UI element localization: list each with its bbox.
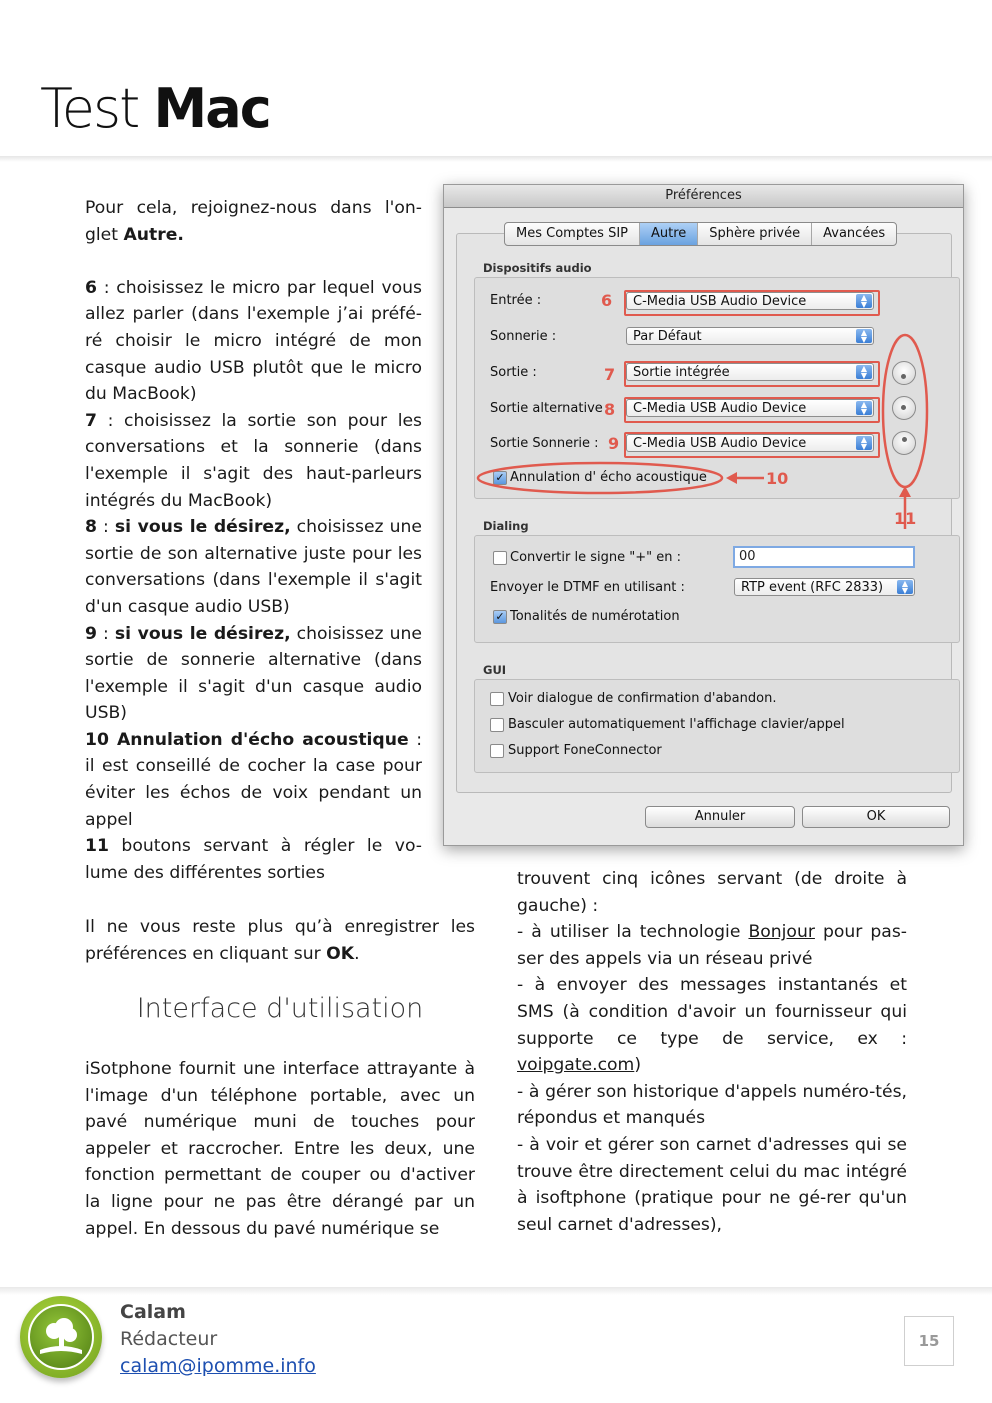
bullet-history: - à gérer son historique d'appels numéro-tés, répondus et manqués	[517, 1081, 907, 1129]
step-8-sep: :	[96, 517, 115, 538]
bonjour-link[interactable]: Bonjour	[748, 922, 815, 943]
bullet-sms	[517, 972, 907, 1078]
popup-arrows-icon: ▲ ▼	[856, 329, 872, 343]
step-11	[85, 833, 422, 886]
intro-bold: Autre.	[123, 224, 184, 245]
convert-checkbox[interactable]	[493, 551, 507, 565]
ok-text: Il ne vous reste plus qu’à enregistrer les préférences en cliquant sur	[85, 917, 475, 964]
dtmf-label: Envoyer le DTMF en utilisant :	[490, 580, 685, 595]
title-bold: Mac	[153, 77, 270, 140]
window-title: Préférences	[444, 185, 963, 208]
left-column-bottom	[85, 914, 475, 967]
gui-opt1-checkbox[interactable]	[490, 692, 504, 706]
tab-advanced[interactable]: Avancées	[823, 226, 886, 241]
ok-button[interactable]: OK	[802, 806, 950, 828]
sonnerie-label: Sonnerie :	[490, 329, 557, 344]
gui-opt3-checkbox[interactable]	[490, 744, 504, 758]
popup-arrows-icon: ▲ ▼	[856, 365, 872, 379]
page-title	[40, 74, 270, 144]
interface-paragraph-block	[85, 1056, 475, 1242]
author-role: Rédacteur	[120, 1328, 218, 1350]
entree-value: C-Media USB Audio Device	[633, 294, 807, 309]
echo-label: Annulation d' écho acoustique	[510, 470, 707, 485]
sonnerie-select[interactable]	[626, 327, 874, 345]
step-8-bold: si vous le désirez,	[114, 517, 291, 538]
dialing-section-label: Dialing	[483, 519, 529, 533]
step-8-text: choisissez une sortie de son alternative juste pour les conversations (dans l'exemple il s'agit d'un casque audio USB)	[85, 517, 422, 617]
cancel-button[interactable]: Annuler	[645, 806, 795, 828]
tab-autre[interactable]: Autre	[640, 223, 698, 245]
preferences-window	[443, 184, 964, 846]
callout-11-oval	[878, 331, 934, 531]
author-logo	[20, 1296, 102, 1378]
sortie-alt-value: C-Media USB Audio Device	[633, 401, 807, 416]
icons-intro: trouvent cinq icônes servant (de droite à gauche) :	[517, 869, 907, 916]
step-10	[85, 727, 422, 833]
sortie-alt-select[interactable]	[626, 399, 874, 417]
step-11-text: boutons servant à régler le vo-lume des différentes sorties	[85, 836, 422, 883]
header-divider	[0, 156, 992, 162]
tree-logo-icon	[28, 1304, 94, 1370]
gui-section-label: GUI	[483, 663, 507, 677]
bullet-addressbook: - à voir et gérer son carnet d'adresses qui se trouve être directement celui du mac intégré à isoftphone (pratique pour ne gé-rer qu'un seul carnet d'adresses),	[517, 1134, 907, 1235]
section-heading: Interface d'utilisation	[136, 993, 424, 1024]
step-6-number: 6	[85, 277, 97, 298]
step-9	[85, 621, 422, 727]
author-email-link[interactable]: calam@ipomme.info	[120, 1355, 316, 1377]
ok-end: .	[354, 943, 360, 964]
gui-opt3-label: Support FoneConnector	[508, 743, 662, 758]
ok-bold: OK	[326, 943, 355, 964]
bullet-1-pre: - à utiliser la technologie	[517, 922, 749, 943]
entree-label: Entrée :	[490, 293, 542, 308]
step-11-number: 11	[85, 836, 109, 857]
spacer	[85, 248, 422, 275]
bullet-bonjour	[517, 919, 907, 972]
footer-divider	[0, 1287, 992, 1295]
step-7	[85, 408, 422, 514]
sortie-sonnerie-value: C-Media USB Audio Device	[633, 436, 807, 451]
page-number: 15	[904, 1316, 954, 1366]
tree-icon	[30, 1306, 92, 1368]
callout-11: 11	[894, 509, 917, 528]
dtmf-select[interactable]	[734, 578, 915, 596]
tab-privacy[interactable]: Sphère privée	[698, 223, 812, 245]
sonnerie-value: Par Défaut	[633, 329, 702, 344]
intro-text: Pour cela, rejoignez-nous dans l'on-glet	[85, 198, 422, 245]
gui-opt2-checkbox[interactable]	[490, 718, 504, 732]
convert-input[interactable]: 00	[733, 546, 915, 568]
author-name: Calam	[120, 1301, 186, 1323]
tab-sip-accounts[interactable]: Mes Comptes SIP	[505, 223, 640, 245]
step-6	[85, 275, 422, 408]
step-10-bold: 10 Annulation d'écho acoustique	[85, 729, 409, 750]
convert-label: Convertir le signe "+" en :	[510, 550, 681, 565]
sortie-sonnerie-select[interactable]	[626, 434, 874, 452]
callout-6: 6	[601, 291, 613, 310]
popup-arrows-icon: ▲ ▼	[856, 436, 872, 450]
audio-section-label: Dispositifs audio	[483, 261, 592, 275]
step-9-bold: si vous le désirez,	[114, 623, 291, 644]
step-8-number: 8	[85, 517, 97, 538]
popup-arrows-icon: ▲ ▼	[897, 580, 913, 594]
intro-paragraph	[85, 195, 422, 248]
popup-arrows-icon: ▲ ▼	[856, 401, 872, 415]
tones-label: Tonalités de numérotation	[510, 609, 680, 624]
callout-10-oval	[474, 461, 784, 497]
echo-checkbox[interactable]: ✓	[493, 471, 507, 485]
entree-select[interactable]	[626, 292, 874, 310]
step-9-number: 9	[85, 623, 97, 644]
sortie-sonnerie-label: Sortie Sonnerie :	[490, 436, 599, 451]
step-10-text: : il est conseillé de cocher la case pour éviter les échos de voix pendant un appel	[85, 729, 422, 830]
callout-7: 7	[604, 365, 616, 384]
title-light: Test	[40, 77, 139, 140]
page-header	[0, 0, 992, 158]
callout-8: 8	[604, 400, 616, 419]
step-8	[85, 514, 422, 620]
ok-paragraph	[85, 914, 475, 967]
callout-9: 9	[608, 434, 620, 453]
sortie-value: Sortie intégrée	[633, 365, 730, 380]
sortie-alt-label: Sortie alternative	[490, 401, 603, 416]
bullet-2-pre: - à envoyer des messages instantanés et SMS (à condition d'avoir un fournisseur qui supporte ce type de service, ex :	[517, 975, 907, 1049]
bullet-1-post: pour pas-ser des appels via un réseau privé	[517, 922, 907, 969]
gui-opt1-label: Voir dialogue de confirmation d'abandon.	[508, 691, 777, 706]
left-column-top	[85, 195, 422, 886]
gui-opt2-label: Basculer automatiquement l'affichage clavier/appel	[508, 717, 845, 732]
step-7-text: : choisissez la sortie son pour les conversations et la sonnerie (dans l'exemple il s'agit des haut-parleurs intégrés du MacBook)	[85, 410, 422, 511]
sortie-label: Sortie :	[490, 365, 537, 380]
step-7-number: 7	[85, 410, 97, 431]
dtmf-value: RTP event (RFC 2833)	[741, 580, 884, 595]
tab-bar	[504, 222, 897, 246]
step-9-text: choisissez une sortie de sonnerie alternative (dans l'exemple il s'agit d'un casque audio USB)	[85, 623, 422, 724]
interface-paragraph: iSotphone fournit une interface attrayante à l'image d'un téléphone portable, avec un pavé numérique muni de touches pour appeler et raccrocher. Entre les deux, une fonction permettant de couper ou d'activer la ligne pour ne pas être dérangé par un appel. En dessous du pavé numérique se	[85, 1059, 475, 1239]
popup-arrows-icon: ▲ ▼	[856, 294, 872, 308]
right-column	[517, 866, 907, 1238]
step-9-sep: :	[96, 623, 115, 644]
callout-10: 10	[766, 469, 789, 488]
sortie-select[interactable]	[626, 363, 874, 381]
tones-checkbox[interactable]: ✓	[493, 610, 507, 624]
bullet-2-post: )	[634, 1055, 642, 1076]
step-6-text: : choisissez le micro par lequel vous allez parler (dans l'exemple j’ai préfé-ré choisir le micro intégré de mon casque audio USB plutôt que le micro du MacBook)	[85, 277, 422, 405]
voipgate-link[interactable]: voipgate.com	[517, 1055, 635, 1076]
